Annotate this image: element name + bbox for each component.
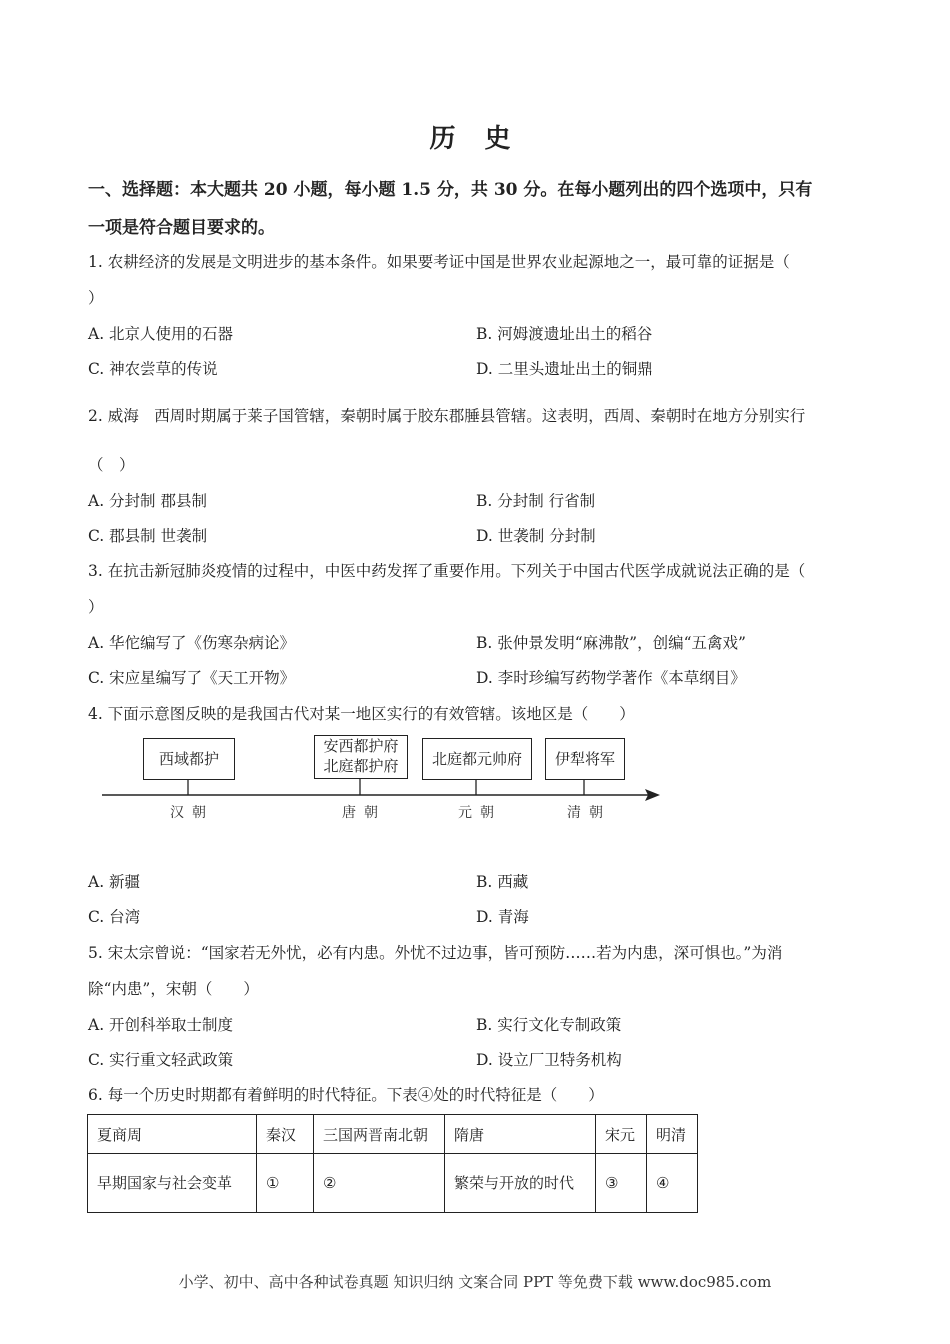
q1-option-b: B. 河姆渡遗址出土的稻谷 <box>476 325 653 343</box>
q2-option-c: C. 郡县制 世袭制 <box>88 527 208 545</box>
q5-option-a: A. 开创科举取士制度 <box>88 1016 234 1034</box>
q1-stem: 1. 农耕经济的发展是文明进步的基本条件。如果要考证中国是世界农业起源地之一，最可靠的证据是（ <box>88 253 790 271</box>
q4-option-b: B. 西藏 <box>476 873 529 891</box>
diagram-box-han: 西域都护 <box>143 738 235 780</box>
q2-stem-cont: （ ） <box>88 456 135 474</box>
header-cell: 秦汉 <box>257 1115 314 1154</box>
dynasty-label-tang: 唐朝 <box>342 805 386 821</box>
q3-option-c: C. 宋应星编写了《天工开物》 <box>88 669 296 687</box>
page-title: 历 史 <box>429 124 521 154</box>
q3-stem-cont: ） <box>88 598 104 616</box>
q2-option-b: B. 分封制 行省制 <box>476 492 596 510</box>
section-heading-line2: 一项是符合题目要求的。 <box>88 218 275 238</box>
table-cell: 繁荣与开放的时代 <box>445 1154 596 1213</box>
table-cell: 早期国家与社会变革 <box>88 1154 257 1213</box>
q3-stem: 3. 在抗击新冠肺炎疫情的过程中，中医中药发挥了重要作用。下列关于中国古代医学成就说法正确的是（ <box>88 562 806 580</box>
dynasty-label-han: 汉朝 <box>170 805 214 821</box>
table-row <box>88 1154 698 1213</box>
table-cell: ③ <box>596 1154 647 1213</box>
diagram-box-tang <box>314 735 408 779</box>
q6-era-table <box>87 1114 698 1213</box>
header-cell: 隋唐 <box>445 1115 596 1154</box>
q3-option-b: B. 张仲景发明“麻沸散”，创编“五禽戏” <box>476 634 746 652</box>
q5-stem-cont: 除“内患”，宋朝（ ） <box>88 980 259 998</box>
q4-stem: 4. 下面示意图反映的是我国古代对某一地区实行的有效管辖。该地区是（ ） <box>88 705 635 723</box>
diagram-box-tang-line2: 北庭都护府 <box>323 757 399 775</box>
q5-option-d: D. 设立厂卫特务机构 <box>476 1051 622 1069</box>
timeline-arrowhead <box>645 789 660 801</box>
q3-option-d: D. 李时珍编写药物学著作《本草纲目》 <box>476 669 746 687</box>
diagram-box-tang-line1: 安西都护府 <box>323 737 399 755</box>
table-cell: ④ <box>647 1154 698 1213</box>
q3-option-a: A. 华佗编写了《伤寒杂病论》 <box>88 634 296 652</box>
header-cell: 夏商周 <box>88 1115 257 1154</box>
q2-stem: 2. 威海 西周时期属于莱子国管辖，秦朝时属于胶东郡腄县管辖。这表明，西周、秦朝时在地方分别实行 <box>88 407 806 425</box>
q1-stem-cont: ） <box>88 289 104 307</box>
q4-option-a: A. 新疆 <box>88 873 141 891</box>
table-header-row <box>88 1115 698 1154</box>
header-cell: 三国两晋南北朝 <box>314 1115 445 1154</box>
q1-option-c: C. 神农尝草的传说 <box>88 360 218 378</box>
diagram-box-qing: 伊犁将军 <box>545 738 625 780</box>
table-cell: ② <box>314 1154 445 1213</box>
header-cell: 明清 <box>647 1115 698 1154</box>
q2-option-a: A. 分封制 郡县制 <box>88 492 207 510</box>
q4-option-d: D. 青海 <box>476 908 529 926</box>
page-footer: 小学、初中、高中各种试卷真题 知识归纳 文案合同 PPT 等免费下载 www.doc985.com <box>178 1273 772 1291</box>
table-cell: ① <box>257 1154 314 1213</box>
q5-option-c: C. 实行重文轻武政策 <box>88 1051 234 1069</box>
q5-stem: 5. 宋太宗曾说：“国家若无外忧，必有内患。外忧不过边事，皆可预防……若为内患，深可惧也。”为消 <box>88 944 783 962</box>
dynasty-label-qing: 清朝 <box>567 805 611 821</box>
q4-option-c: C. 台湾 <box>88 908 141 926</box>
q2-option-d: D. 世袭制 分封制 <box>476 527 596 545</box>
q1-option-a: A. 北京人使用的石器 <box>88 325 234 343</box>
q5-option-b: B. 实行文化专制政策 <box>476 1016 622 1034</box>
section-heading-line1: 一、选择题：本大题共 20 小题，每小题 1.5 分，共 30 分。在每小题列出的四个选项中，只有 <box>88 180 813 200</box>
dynasty-label-yuan: 元朝 <box>458 805 502 821</box>
q1-option-d: D. 二里头遗址出土的铜鼎 <box>476 360 653 378</box>
diagram-box-yuan: 北庭都元帅府 <box>422 738 532 780</box>
q6-stem: 6. 每一个历史时期都有着鲜明的时代特征。下表④处的时代特征是（ ） <box>88 1086 604 1104</box>
header-cell: 宋元 <box>596 1115 647 1154</box>
